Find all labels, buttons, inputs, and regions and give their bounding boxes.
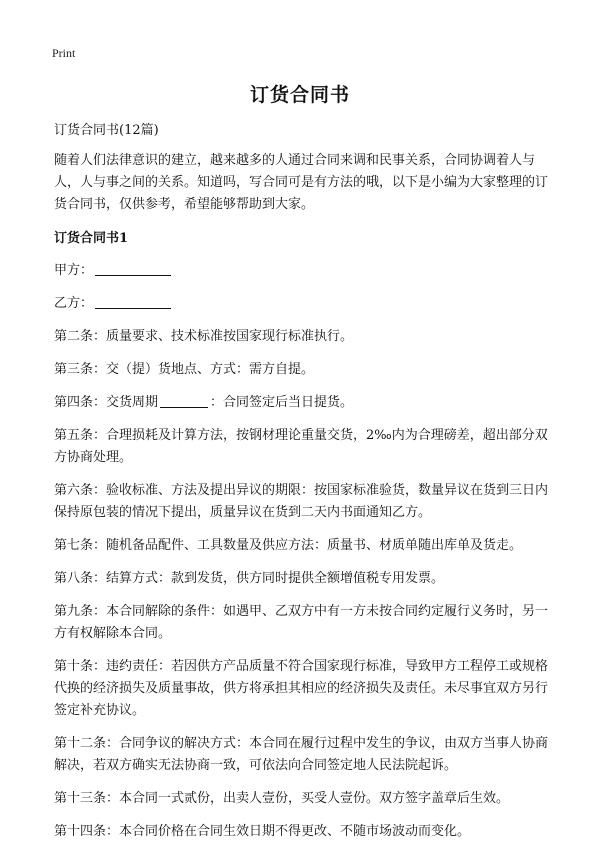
party-a-blank: [95, 261, 171, 276]
clause-4-text-before: 第四条：交货周期: [54, 395, 159, 410]
intro-paragraph: 随着人们法律意识的建立，越来越多的人通过合同来调和民事关系，合同协调着人与人，人与事之间的关系。知道吗，写合同可是有方法的哦，以下是小编为大家整理的订货合同书，仅供参考，希望能够帮助到大家。: [54, 153, 549, 212]
clause-7: 第七条：随机备品配件、工具数量及供应方法：质量书、材质单随出库单及货走。: [54, 538, 523, 553]
clause-10: 第十条：违约责任：若因供方产品质量不符合国家现行标准，导致甲方工程停工或规格代换的经济损失及质量事故，供方将承担其相应的经济损失及责任。未尽事宜双方另行签定补充协议。: [54, 659, 549, 718]
clause-4: [54, 392, 548, 414]
clause-8: 第八条：结算方式：款到发货，供方同时提供全额增值税专用发票。: [54, 571, 445, 586]
clause-4-text-after: ：合同签定后当日提货。: [210, 395, 354, 410]
party-a-label: 甲方：: [54, 263, 94, 278]
clause-13: 第十三条：本合同一式贰份，出卖人壹份，买受人壹份。双方签字盖章后生效。: [54, 791, 510, 806]
party-b-line: [54, 293, 548, 315]
document-body: [54, 120, 548, 854]
delivery-period-blank: [160, 393, 208, 408]
clause-6: 第六条：验收标准、方法及提出异议的期限：按国家标准验货，数量异议在货到三日内保持原包装的情况下提出，质量异议在货到二天内书面通知乙方。: [54, 483, 549, 520]
document-subtitle: 订货合同书(12篇): [54, 123, 159, 138]
print-link[interactable]: Print: [52, 46, 76, 60]
clause-3: 第三条：交（提）货地点、方式：需方自提。: [54, 362, 315, 377]
section-heading: 订货合同书1: [54, 231, 129, 246]
clause-14: 第十四条：本合同价格在合同生效日期不得更改、不随市场波动而变化。: [54, 824, 471, 839]
page-title: 订货合同书: [249, 84, 350, 106]
party-b-blank: [95, 294, 171, 309]
party-b-label: 乙方：: [54, 296, 94, 311]
party-a-line: [54, 260, 548, 282]
clause-5: 第五条：合理损耗及计算方法，按钢材理论重量交货，2‰内为合理磅差，超出部分双方协商处理。: [54, 428, 548, 465]
clause-9: 第九条：本合同解除的条件：如遇甲、乙双方中有一方未按合同约定履行义务时，另一方有权解除本合同。: [54, 604, 549, 641]
clause-2: 第二条：质量要求、技术标准按国家现行标准执行。: [54, 329, 354, 344]
clause-12: 第十二条：合同争议的解决方式：本合同在履行过程中发生的争议，由双方当事人协商解决，若双方确实无法协商一致，可依法向合同签定地人民法院起诉。: [54, 736, 549, 773]
